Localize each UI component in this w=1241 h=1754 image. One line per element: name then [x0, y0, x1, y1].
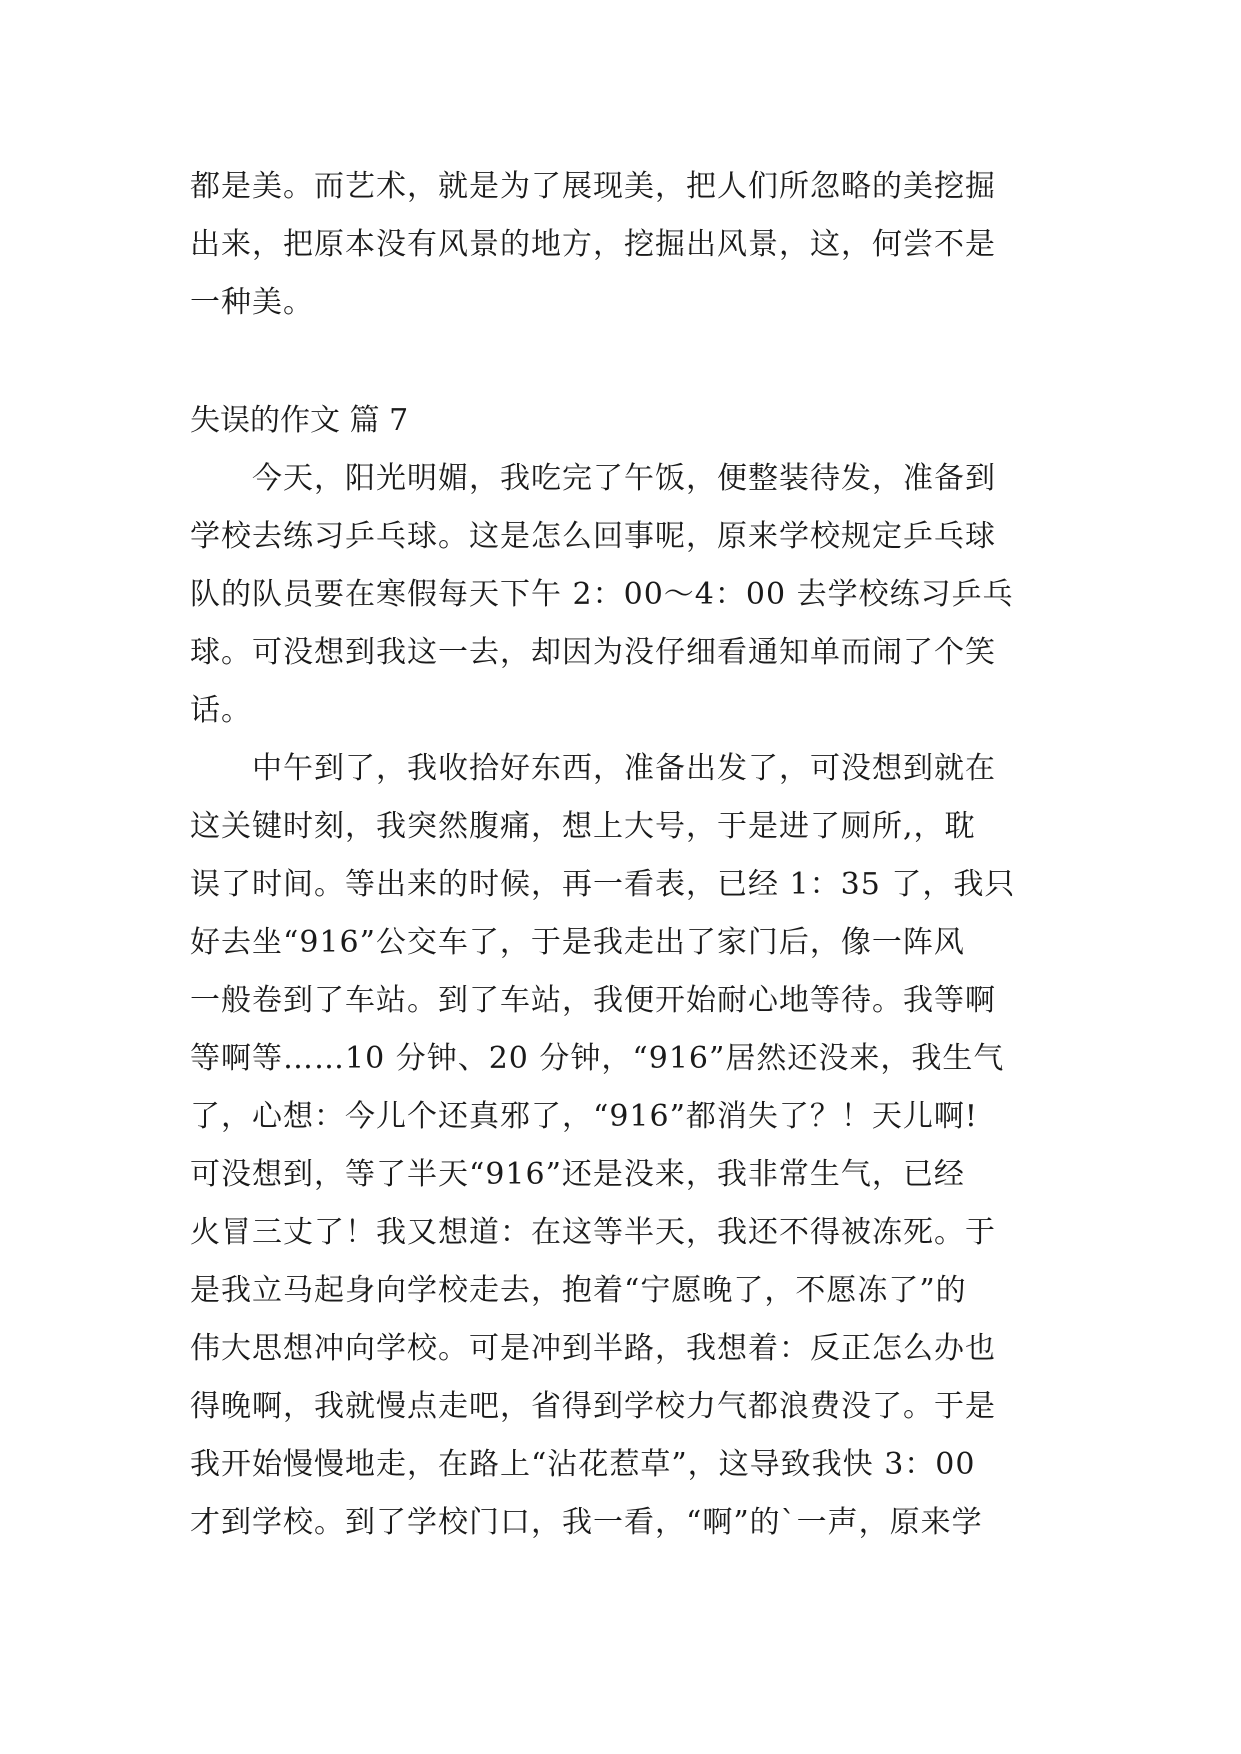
text-line: 才到学校。到了学校门口，我一看，“啊”的`一声，原来学 — [190, 1505, 983, 1540]
text-line: 可没想到，等了半天“916”还是没来，我非常生气，已经 — [190, 1157, 965, 1192]
section-title: 失误的作文 篇 7 — [190, 403, 409, 438]
text-line: 都是美。而艺术，就是为了展现美，把人们所忽略的美挖掘 — [190, 169, 996, 204]
paragraph-gap — [190, 332, 1060, 390]
paragraph-2 — [190, 740, 1060, 1552]
text-line: 火冒三丈了！我又想道：在这等半天，我还不得被冻死。于 — [190, 1215, 996, 1250]
text-line: 是我立马起身向学校走去，抱着“宁愿晚了，不愿冻了”的 — [190, 1273, 967, 1308]
text-line: 话。 — [190, 693, 252, 728]
text-line: 我开始慢慢地走，在路上“沾花惹草”，这导致我快 3：00 — [190, 1447, 976, 1482]
text-line: 队的队员要在寒假每天下午 2：00～4：00 去学校练习乒乓 — [190, 577, 1014, 612]
text-line: 好去坐“916”公交车了，于是我走出了家门后，像一阵风 — [190, 925, 965, 960]
text-line: 一种美。 — [190, 285, 314, 320]
text-line: 一般卷到了车站。到了车站，我便开始耐心地等待。我等啊 — [190, 983, 996, 1018]
text-line: 出来，把原本没有风景的地方，挖掘出风景，这，何尝不是 — [190, 227, 996, 262]
text-line: 球。可没想到我这一去，却因为没仔细看通知单而闹了个笑 — [190, 635, 996, 670]
document-body — [190, 158, 1060, 1552]
text-line: 学校去练习乒乓球。这是怎么回事呢，原来学校规定乒乓球 — [190, 519, 996, 554]
text-line: 这关键时刻，我突然腹痛，想上大号，于是进了厕所,，耽 — [190, 809, 976, 844]
text-line: 伟大思想冲向学校。可是冲到半路，我想着：反正怎么办也 — [190, 1331, 996, 1366]
text-line: 得晚啊，我就慢点走吧，省得到学校力气都浪费没了。于是 — [190, 1389, 996, 1424]
paragraph-1 — [190, 450, 1060, 740]
text-line: 今天，阳光明媚，我吃完了午饭，便整装待发，准备到 — [190, 461, 996, 496]
text-line: 中午到了，我收拾好东西，准备出发了，可没想到就在 — [190, 751, 996, 786]
text-line: 等啊等……10 分钟、20 分钟，“916”居然还没来，我生气 — [190, 1041, 1005, 1076]
intro-paragraph — [190, 158, 1060, 332]
text-line: 误了时间。等出来的时候，再一看表，已经 1：35 了，我只 — [190, 867, 1016, 902]
text-line: 了，心想：今儿个还真邪了，“916”都消失了？！天儿啊! — [190, 1099, 978, 1134]
